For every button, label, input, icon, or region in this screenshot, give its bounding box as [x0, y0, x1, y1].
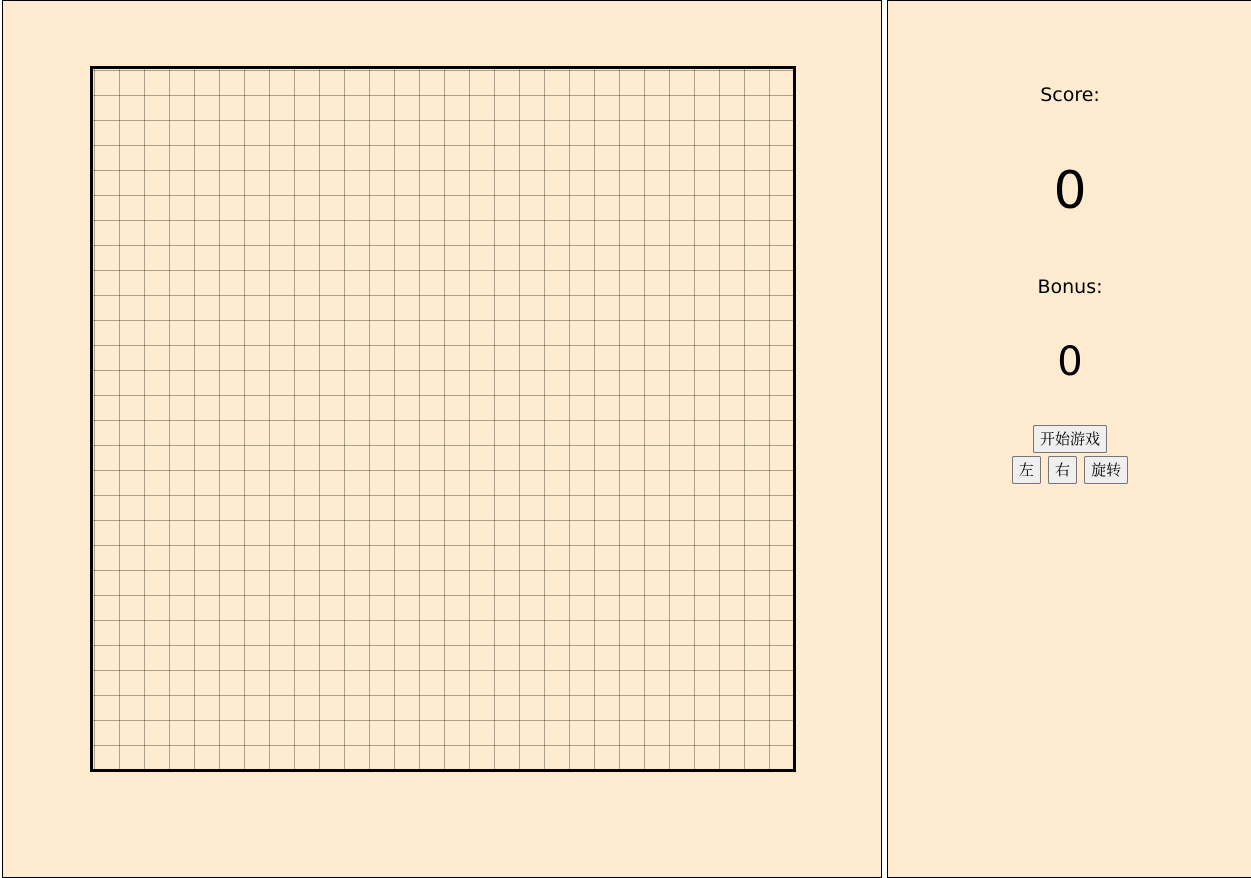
game-board-grid: [90, 66, 796, 772]
start-button-row: [888, 425, 1251, 453]
start-game-button[interactable]: 开始游戏: [1033, 425, 1107, 453]
control-button-row: [888, 456, 1251, 484]
score-label: Score:: [1040, 84, 1100, 106]
move-right-button[interactable]: 右: [1048, 456, 1077, 484]
rotate-button[interactable]: 旋转: [1084, 456, 1128, 484]
side-panel: [887, 0, 1251, 878]
bonus-label: Bonus:: [1037, 276, 1103, 298]
move-left-button[interactable]: 左: [1012, 456, 1041, 484]
bonus-value: 0: [1057, 339, 1083, 385]
score-value: 0: [1053, 161, 1087, 221]
game-area-panel: [2, 0, 882, 878]
